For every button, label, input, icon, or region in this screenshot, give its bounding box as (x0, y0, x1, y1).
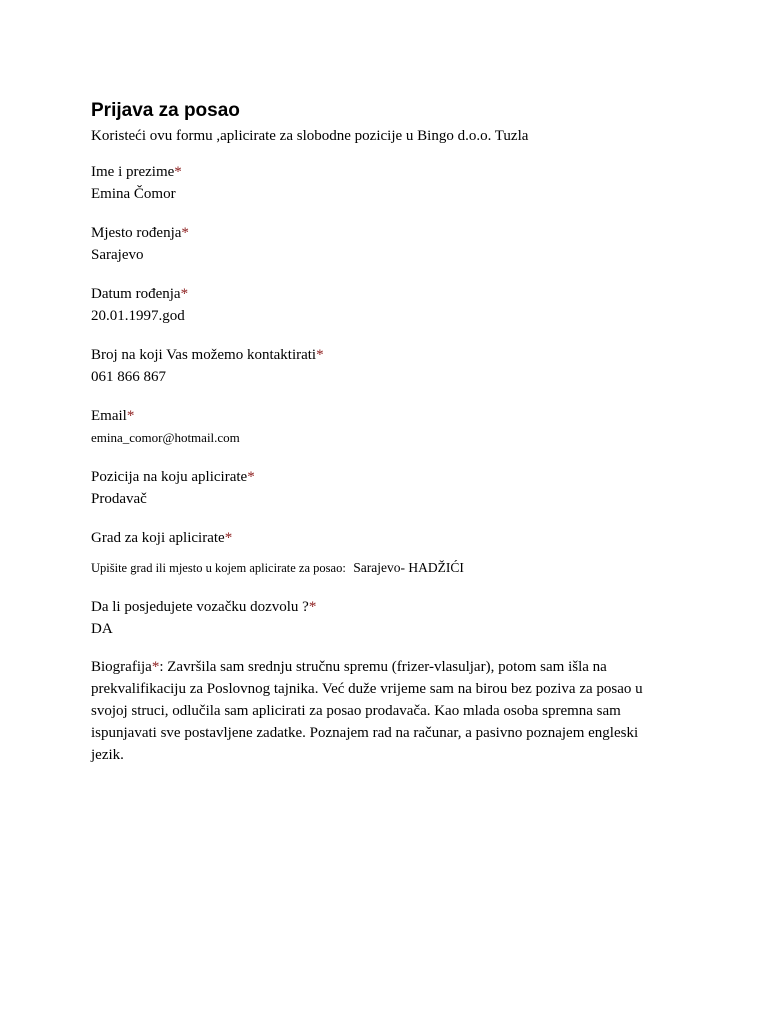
field-license-value: DA (91, 621, 113, 637)
field-birthdate-label: Datum rođenja* (91, 286, 189, 302)
field-bio: Biografija*: Završila sam srednju stručnu spremu (frizer-vlasuljar), potom sam išla na prekvalifikaciju za Poslovnog tajnika. Već duže vrijeme sam na birou bez poziva za posao u svojoj struci, odlučila sam aplicirati za posao prodavača. Kao mlada osoba spremna sam ispunjavati sve postavljene zadatke. Poznajem rad na računar, a pasivno poznajem engleski jezik. (91, 659, 643, 763)
field-bio-label: Biografija (91, 659, 152, 675)
required-mark: * (247, 469, 255, 485)
field-name (91, 161, 691, 205)
field-city (91, 527, 691, 579)
required-mark: * (308, 599, 317, 615)
field-license (91, 596, 691, 640)
required-mark: * (316, 347, 324, 363)
field-city-answer: Sarajevo- HADŽIĆI (353, 560, 464, 575)
required-mark: * (151, 659, 160, 675)
field-email (91, 405, 691, 449)
field-name-value: Emina Čomor (91, 186, 176, 202)
field-phone (91, 344, 691, 388)
application-form-document (91, 98, 691, 766)
field-city-value (91, 557, 691, 579)
field-city-label: Grad za koji aplicirate* (91, 530, 233, 546)
required-mark: * (224, 530, 233, 546)
required-mark: * (126, 408, 135, 424)
page-title: Prijava za posao (91, 100, 240, 121)
field-email-value: emina_comor@hotmail.com (91, 430, 240, 445)
field-phone-value: 061 866 867 (91, 369, 166, 385)
field-birthplace-value: Sarajevo (91, 247, 144, 263)
field-license-label: Da li posjedujete vozačku dozvolu ?* (91, 599, 317, 615)
field-birthdate (91, 283, 691, 327)
field-name-label: Ime i prezime* (91, 164, 182, 180)
field-birthplace-label: Mjesto rođenja* (91, 225, 189, 241)
required-mark: * (181, 225, 189, 241)
required-mark: * (180, 286, 189, 302)
required-mark: * (174, 164, 182, 180)
intro-text: Koristeći ovu formu ,aplicirate za slobodne pozicije u Bingo d.o.o. Tuzla (91, 128, 529, 144)
field-birthplace (91, 222, 691, 266)
field-bio-value: Završila sam srednju stručnu spremu (frizer-vlasuljar), potom sam išla na prekvalifikaciju za Poslovnog tajnika. Već duže vrijeme sam na birou bez poziva za posao u svojoj struci, odlučila sam aplicirati za posao prodavača. Kao mlada osoba spremna sam ispunjavati sve postavljene zadatke. Poznajem rad na računar, a pasivno poznajem engleski jezik. (91, 659, 643, 763)
field-position-label: Pozicija na koju aplicirate* (91, 469, 255, 485)
field-phone-label: Broj na koji Vas možemo kontaktirati* (91, 347, 324, 363)
field-city-hint: Upišite grad ili mjesto u kojem aplicirate za posao: (91, 561, 346, 575)
field-position (91, 466, 691, 510)
field-email-label: Email* (91, 408, 135, 424)
field-position-value: Prodavač (91, 491, 147, 507)
field-birthdate-value: 20.01.1997.god (91, 308, 185, 324)
